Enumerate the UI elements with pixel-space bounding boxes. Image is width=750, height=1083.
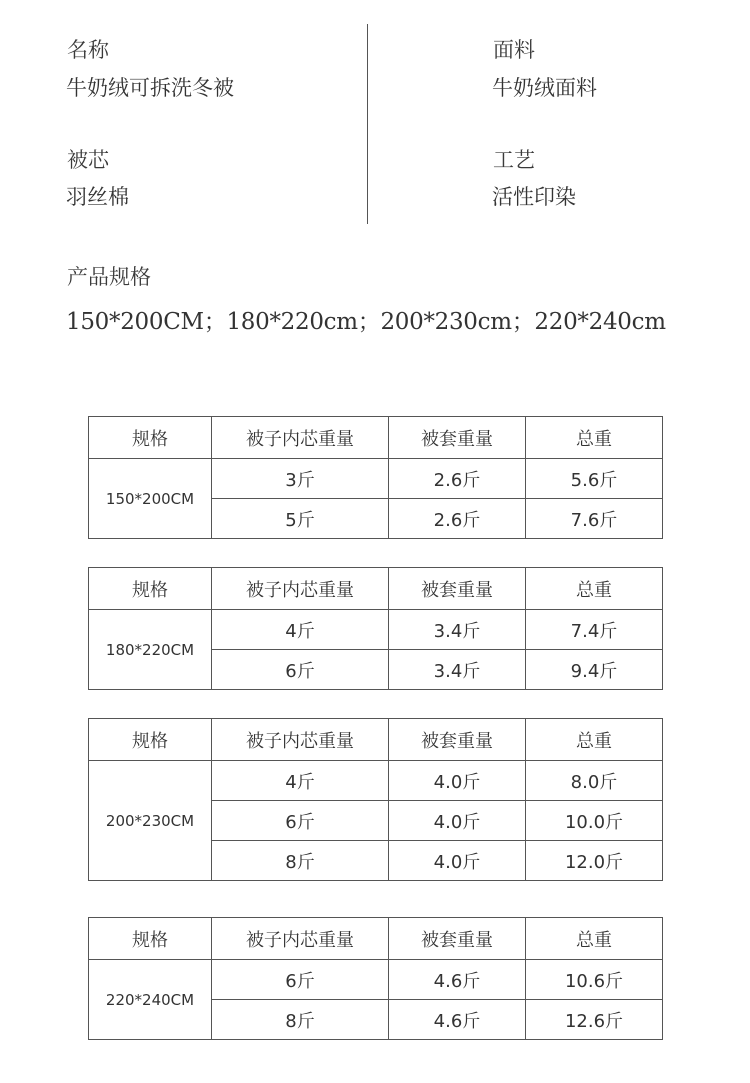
- table-row: [89, 610, 663, 650]
- table-header-row: [89, 417, 663, 459]
- core-weight-cell: 6斤: [212, 801, 389, 841]
- header-core-weight: 被子内芯重量: [212, 719, 389, 761]
- core-weight-cell: 6斤: [212, 650, 389, 690]
- core-value: 羽丝棉: [66, 185, 129, 209]
- weight-table-2: [88, 567, 663, 690]
- header-size: 规格: [89, 417, 212, 459]
- size-cell: 200*230CM: [89, 761, 212, 881]
- size-cell: 150*200CM: [89, 459, 212, 539]
- core-weight-cell: 8斤: [212, 841, 389, 881]
- header-core-weight: 被子内芯重量: [212, 568, 389, 610]
- cover-weight-cell: 4.6斤: [389, 1000, 526, 1040]
- core-weight-cell: 3斤: [212, 459, 389, 499]
- name-value: 牛奶绒可拆洗冬被: [66, 76, 234, 100]
- total-weight-cell: 7.6斤: [526, 499, 663, 539]
- fabric-value: 牛奶绒面料: [492, 76, 597, 100]
- craft-label: 工艺: [493, 148, 535, 172]
- cover-weight-cell: 3.4斤: [389, 610, 526, 650]
- weight-table-4: [88, 917, 663, 1040]
- header-cover-weight: 被套重量: [389, 918, 526, 960]
- cover-weight-cell: 4.0斤: [389, 801, 526, 841]
- header-core-weight: 被子内芯重量: [212, 918, 389, 960]
- header-cover-weight: 被套重量: [389, 568, 526, 610]
- size-cell: 220*240CM: [89, 960, 212, 1040]
- cover-weight-cell: 4.0斤: [389, 761, 526, 801]
- header-cover-weight: 被套重量: [389, 719, 526, 761]
- cover-weight-cell: 2.6斤: [389, 459, 526, 499]
- craft-value: 活性印染: [492, 185, 576, 209]
- cover-weight-cell: 2.6斤: [389, 499, 526, 539]
- header-size: 规格: [89, 719, 212, 761]
- header-size: 规格: [89, 918, 212, 960]
- core-weight-cell: 8斤: [212, 1000, 389, 1040]
- core-weight-cell: 6斤: [212, 960, 389, 1000]
- header-size: 规格: [89, 568, 212, 610]
- total-weight-cell: 12.0斤: [526, 841, 663, 881]
- cover-weight-cell: 4.6斤: [389, 960, 526, 1000]
- size-cell: 180*220CM: [89, 610, 212, 690]
- table-header-row: [89, 568, 663, 610]
- header-total-weight: 总重: [526, 918, 663, 960]
- spec-label: 产品规格: [67, 265, 151, 289]
- column-divider: [367, 24, 368, 224]
- total-weight-cell: 10.6斤: [526, 960, 663, 1000]
- table-row: [89, 761, 663, 801]
- header-core-weight: 被子内芯重量: [212, 417, 389, 459]
- total-weight-cell: 7.4斤: [526, 610, 663, 650]
- name-label: 名称: [67, 38, 109, 62]
- table-row: [89, 960, 663, 1000]
- weight-table-1: [88, 416, 663, 539]
- fabric-label: 面料: [493, 38, 535, 62]
- header-cover-weight: 被套重量: [389, 417, 526, 459]
- total-weight-cell: 12.6斤: [526, 1000, 663, 1040]
- header-total-weight: 总重: [526, 719, 663, 761]
- total-weight-cell: 5.6斤: [526, 459, 663, 499]
- cover-weight-cell: 4.0斤: [389, 841, 526, 881]
- table-header-row: [89, 918, 663, 960]
- core-label: 被芯: [67, 148, 109, 172]
- table-row: [89, 459, 663, 499]
- core-weight-cell: 4斤: [212, 610, 389, 650]
- weight-table-3: [88, 718, 663, 881]
- core-weight-cell: 4斤: [212, 761, 389, 801]
- header-total-weight: 总重: [526, 568, 663, 610]
- header-total-weight: 总重: [526, 417, 663, 459]
- core-weight-cell: 5斤: [212, 499, 389, 539]
- total-weight-cell: 10.0斤: [526, 801, 663, 841]
- table-header-row: [89, 719, 663, 761]
- cover-weight-cell: 3.4斤: [389, 650, 526, 690]
- total-weight-cell: 8.0斤: [526, 761, 663, 801]
- total-weight-cell: 9.4斤: [526, 650, 663, 690]
- spec-value: 150*200CM；180*220cm；200*230cm；220*240cm: [66, 309, 666, 335]
